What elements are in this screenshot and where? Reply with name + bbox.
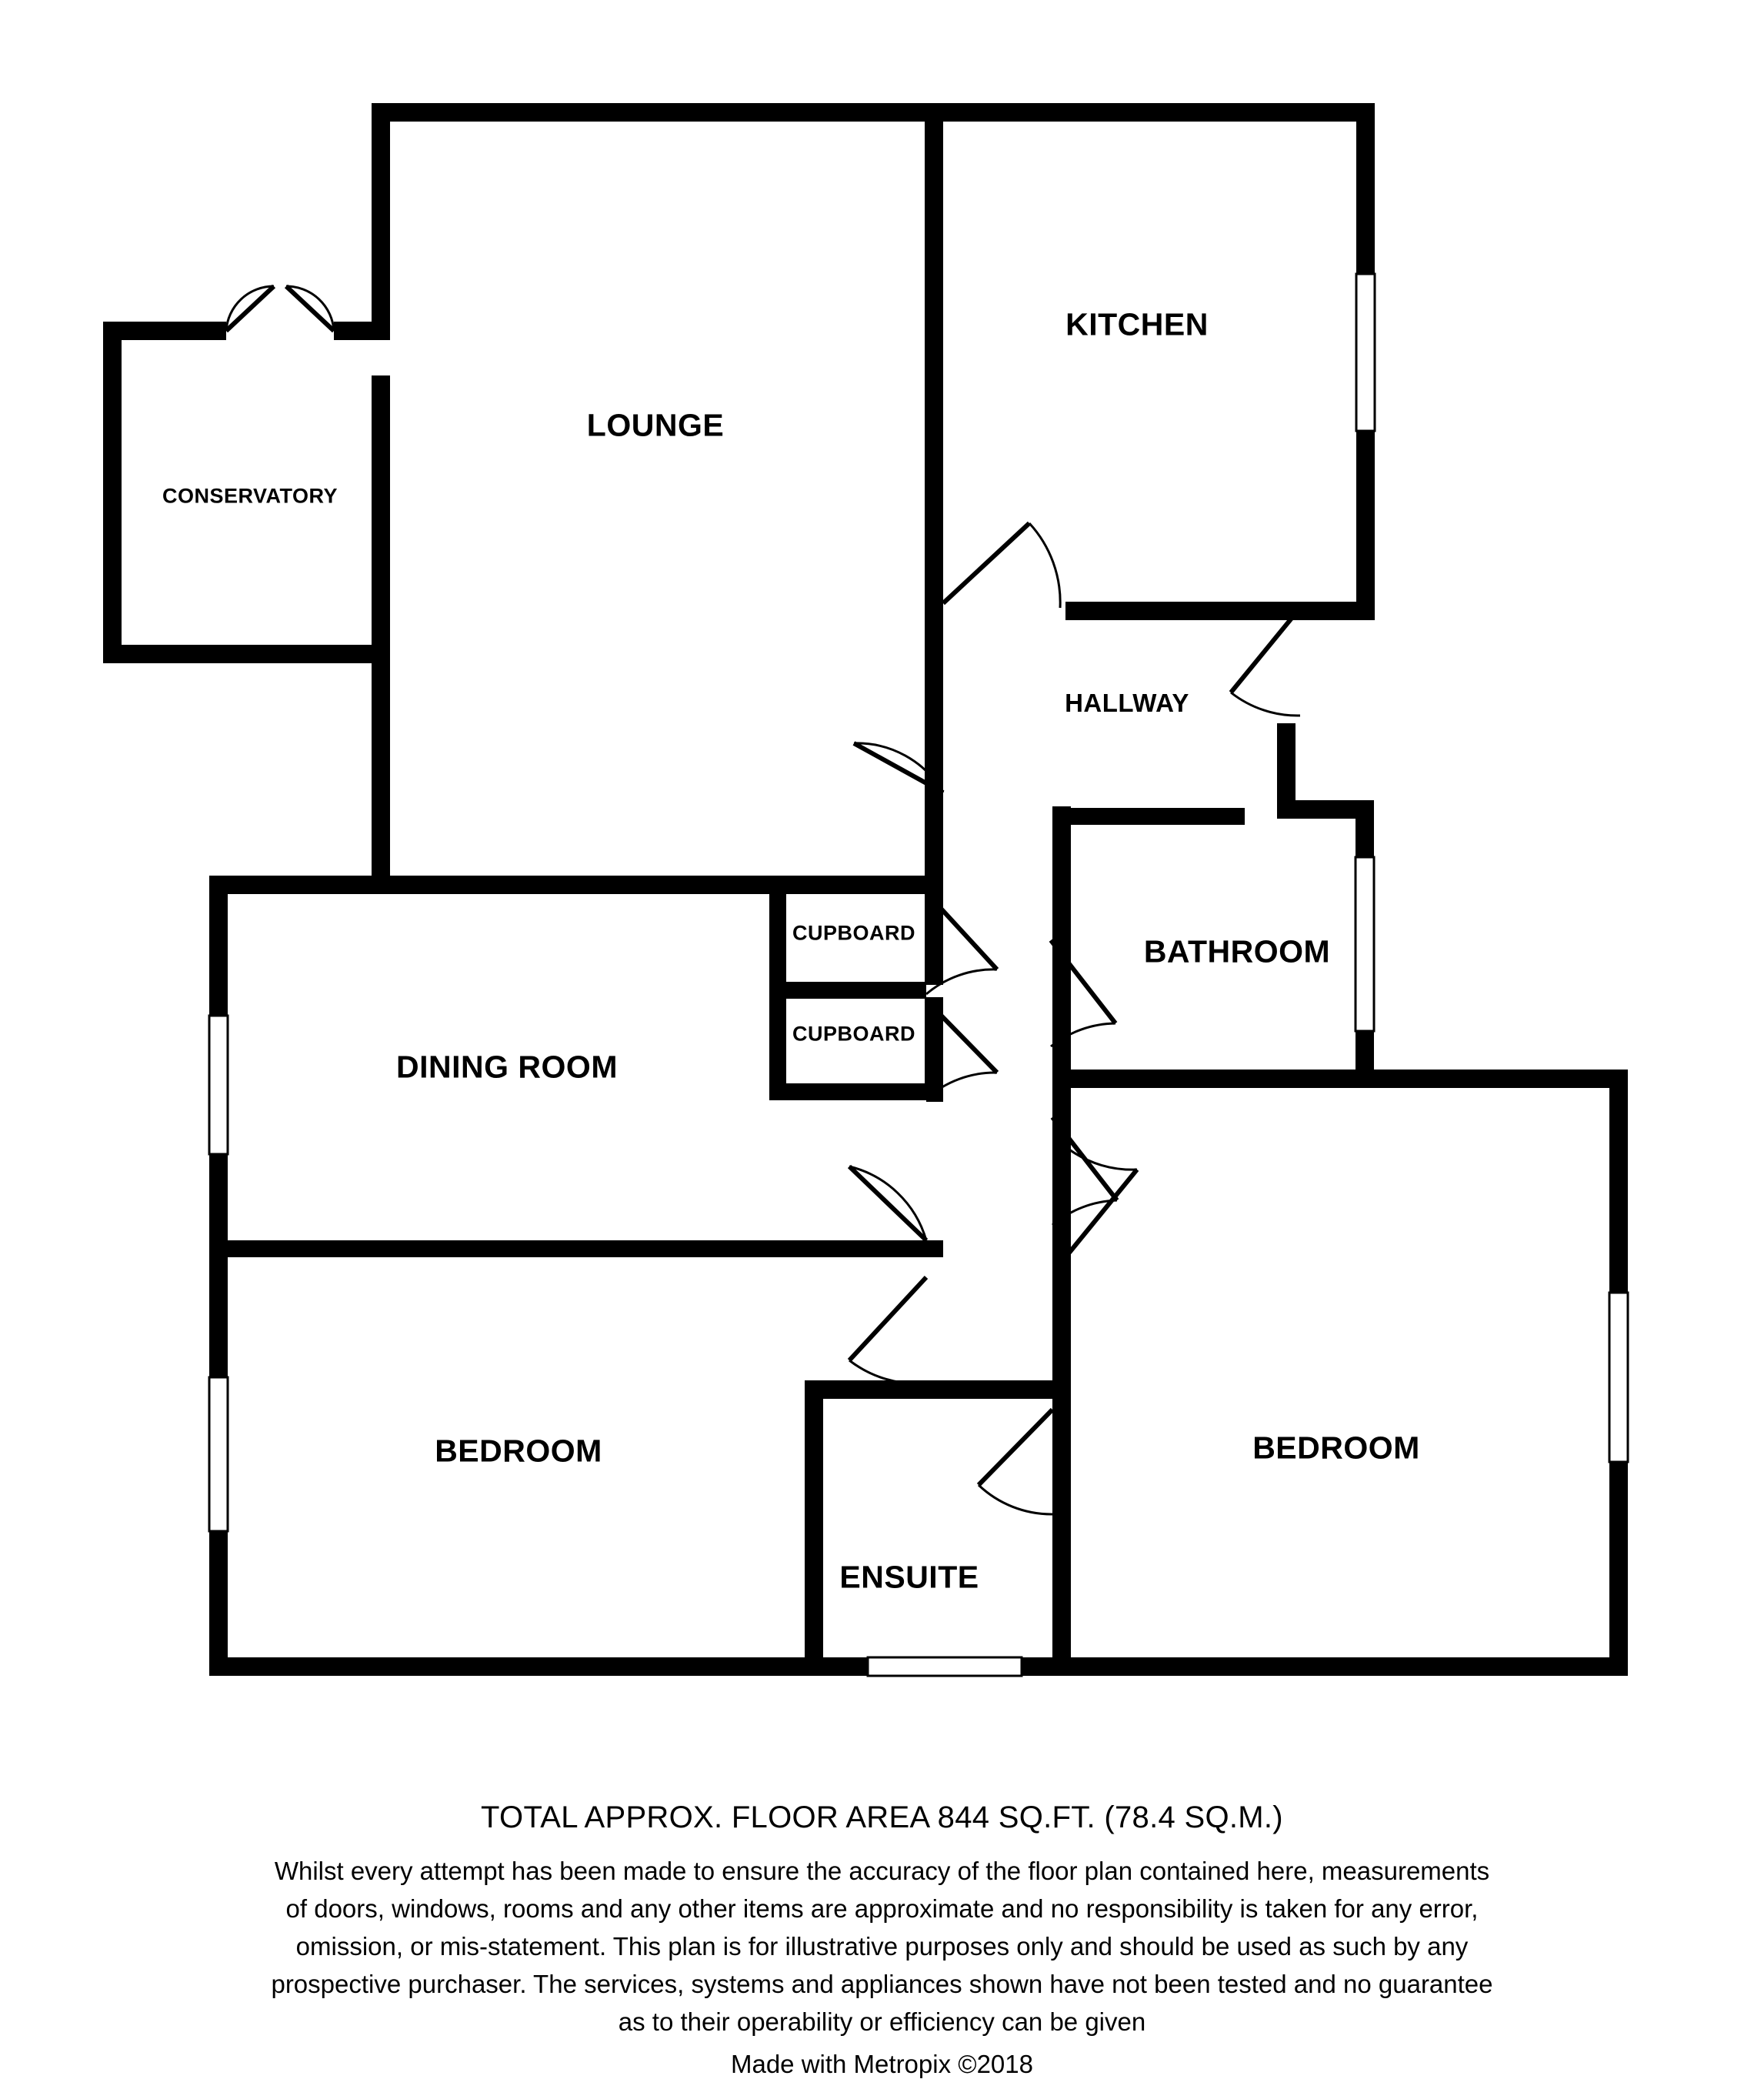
window-ensuite	[868, 1657, 1022, 1676]
door-conservatory	[226, 286, 334, 331]
disclaimer-line-2: of doors, windows, rooms and any other items are approximate and no responsibility is taken for any error,	[285, 1894, 1479, 1923]
window-bathroom	[1356, 857, 1374, 1031]
window-bedroom-left	[209, 1377, 228, 1531]
door-kitchen	[943, 523, 1060, 608]
disclaimer-line-1: Whilst every attempt has been made to ensure the accuracy of the floor plan contained here, measurements	[274, 1857, 1490, 1885]
door-ensuite	[979, 1410, 1052, 1514]
room-label-cupboard-upper: CUPBOARD	[792, 921, 916, 945]
door-bedroom-left	[849, 1277, 926, 1383]
disclaimer-line-3: omission, or mis-statement. This plan is for illustrative purposes only and should be used as such by any	[295, 1932, 1469, 1961]
door-dining-room	[849, 1166, 926, 1240]
room-label-dining-room: DINING ROOM	[396, 1049, 618, 1085]
footer	[0, 1800, 1764, 2079]
room-label-bathroom: BATHROOM	[1143, 933, 1331, 969]
room-label-lounge: LOUNGE	[586, 407, 725, 443]
room-label-cupboard-lower: CUPBOARD	[792, 1022, 916, 1046]
disclaimer-line-5: as to their operability or efficiency can be given	[618, 2007, 1146, 2036]
room-label-hallway: HALLWAY	[1065, 689, 1189, 717]
room-label-bedroom-right: BEDROOM	[1252, 1430, 1420, 1466]
disclaimer-line-4: prospective purchaser. The services, systems and appliances shown have not been tested and no guarantee	[271, 1970, 1493, 1998]
room-label-conservatory: CONSERVATORY	[162, 484, 338, 508]
total-floor-area: TOTAL APPROX. FLOOR AREA 844 SQ.FT. (78.4 SQ.M.)	[481, 1800, 1283, 1834]
window-kitchen	[1356, 274, 1375, 431]
door-hallway	[1231, 608, 1300, 716]
metropix-credit: Made with Metropix ©2018	[730, 2050, 1033, 2078]
room-label-bedroom-left: BEDROOM	[435, 1433, 602, 1469]
window-bedroom-right	[1609, 1293, 1628, 1462]
room-label-ensuite: ENSUITE	[839, 1559, 979, 1595]
room-label-kitchen: KITCHEN	[1065, 306, 1209, 342]
window-dining	[209, 1016, 228, 1154]
